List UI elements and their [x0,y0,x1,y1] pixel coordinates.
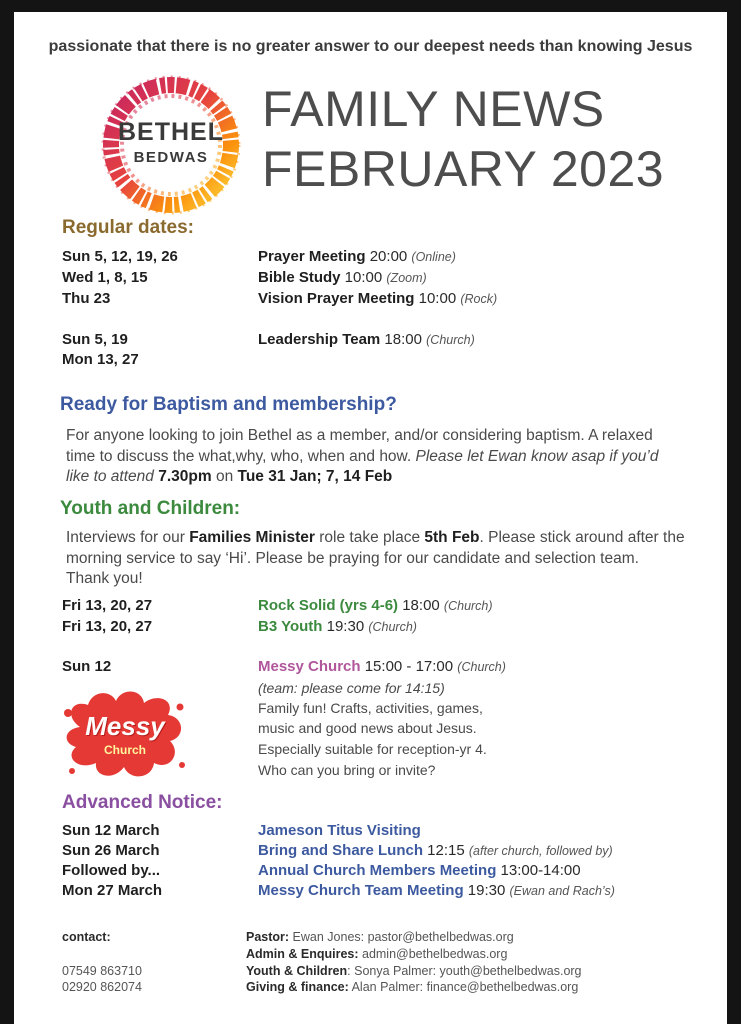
youth-heading: Youth and Children: [60,498,241,519]
event-time: 15:00 - 17:00 [360,658,458,675]
event-place: (Church) [443,599,493,613]
event-place: (Church) [368,620,417,634]
regular-date: Wed 1, 8, 15 [62,269,148,286]
regular-date: Thu 23 [62,290,111,307]
youth-date: Fri 13, 20, 27 [62,597,153,614]
tagline: passionate that there is no greater answer to our deepest needs than knowing Jesus [48,38,693,55]
advanced-event [258,842,613,859]
baptism-on: on [211,468,238,485]
youth-row [62,618,152,635]
messy-event [258,658,506,675]
advanced-row [62,882,162,899]
baptism-heading: Ready for Baptism and membership? [60,394,397,415]
event-name: Annual Church Members Meeting [258,862,497,879]
event-name: Jameson Titus Visiting [258,822,421,839]
contact-label: contact: [62,930,111,944]
event-time: 19:30 [463,882,510,899]
youth-text-part: role take place [314,529,425,546]
contact-line [246,930,514,944]
event-time: 12:15 [423,842,469,859]
advanced-event [258,822,421,839]
event-place: (Church) [426,333,475,347]
regular-row [62,248,178,265]
event-name: Bring and Share Lunch [258,842,424,859]
youth-text-part: Interviews for our [66,529,190,546]
event-time: 19:30 [322,618,369,635]
event-place: (Church) [457,660,506,674]
advanced-date: Sun 12 March [62,822,160,839]
advanced-date: Followed by... [62,862,161,879]
regular-date: Mon 13, 27 [62,351,139,368]
contact-line [246,980,578,994]
event-place: (Online) [411,250,456,264]
event-name: Prayer Meeting [258,248,366,265]
messy-logo-word: Messy [85,711,165,741]
regular-row [62,351,139,368]
messy-description-line: Who can you bring or invite? [258,762,436,778]
event-name: Messy Church Team Meeting [258,882,464,899]
messy-description-line: Family fun! Crafts, activities, games, [258,700,483,716]
event-place: (Ewan and Rach’s) [509,884,615,898]
advanced-row [62,862,160,879]
event-time: 10:00 [414,290,461,307]
youth-date: 5th Feb [424,529,480,546]
contact-role: Pastor: [246,930,290,944]
advanced-heading: Advanced Notice: [62,792,223,813]
event-time: 18:00 [398,597,444,614]
logo-word-bethel: BETHEL [118,118,224,146]
event-name: Bible Study [258,269,341,286]
logo-word-bedwas: BEDWAS [133,149,209,166]
event-time: 20:00 [365,248,412,265]
event-name: Messy Church [258,658,361,675]
youth-date: Fri 13, 20, 27 [62,618,153,635]
event-place: (after church, followed by) [468,844,613,858]
contact-info[interactable]: Ewan Jones: pastor@bethelbedwas.org [289,930,514,944]
event-time: 13:00-14:00 [496,862,581,879]
newsletter-page [14,12,727,1024]
contact-phone[interactable]: 07549 863710 [62,964,142,978]
messy-row [62,658,111,675]
messy-description-line: Especially suitable for reception-yr 4. [258,741,487,757]
regular-event [258,290,497,307]
event-place: (Rock) [460,292,498,306]
contact-role: Youth & Children [246,964,348,978]
contact-info[interactable]: admin@bethelbedwas.org [358,947,508,961]
regular-row [62,290,110,307]
regular-row [62,269,148,286]
regular-dates-heading: Regular dates: [62,217,194,238]
advanced-date: Mon 27 March [62,882,163,899]
messy-church-logo [60,687,190,782]
youth-role: Families Minister [189,529,315,546]
event-place: (Zoom) [386,271,427,285]
advanced-date: Sun 26 March [62,842,160,859]
event-name: Rock Solid (yrs 4-6) [258,597,399,614]
messy-date: Sun 12 [62,658,112,675]
regular-event [258,331,475,348]
regular-date: Sun 5, 19 [62,331,128,348]
contact-line [246,964,582,978]
regular-event [258,269,427,286]
advanced-event [258,862,581,879]
event-name: B3 Youth [258,618,323,635]
contact-line [246,947,507,961]
advanced-row [62,842,160,859]
regular-date: Sun 5, 12, 19, 26 [62,248,178,265]
baptism-text [66,426,686,488]
youth-text-part: . Please stick around after the morning service to say ‘Hi’. Please be praying for our candidate and selection team. Thank you! [66,529,685,587]
youth-row [62,597,152,614]
youth-event [258,597,493,614]
messy-description-line: music and good news about Jesus. [258,720,477,736]
contact-info[interactable]: Alan Palmer: finance@bethelbedwas.org [348,980,579,994]
regular-event [258,248,456,265]
messy-logo-church: Church [104,743,146,757]
baptism-dates: Tue 31 Jan; 7, 14 Feb [237,468,393,485]
youth-event [258,618,417,635]
title-family-news: FAMILY NEWS [262,81,605,137]
contact-info[interactable]: : Sonya Palmer: youth@bethelbedwas.org [347,964,582,978]
youth-text [66,528,686,590]
event-name: Leadership Team [258,331,381,348]
event-time: 10:00 [340,269,387,286]
event-name: Vision Prayer Meeting [258,290,415,307]
messy-team-note: (team: please come for 14:15) [258,680,445,696]
advanced-event [258,882,615,899]
baptism-intro: For anyone looking to join Bethel as a member, and/or considering baptism. A relaxed time to discuss the what,why, who, when and how. [66,427,653,465]
event-time: 18:00 [380,331,427,348]
contact-phone[interactable]: 02920 862074 [62,980,142,994]
baptism-request: Please let Ewan know asap if you’d like to attend [66,447,659,485]
title-month: FEBRUARY 2023 [262,141,665,197]
advanced-row [62,822,160,839]
contact-role: Admin & Enquires: [246,947,359,961]
bethel-logo [96,70,246,220]
baptism-time: 7.30pm [158,468,212,485]
regular-row [62,331,128,348]
contact-role: Giving & finance: [246,980,349,994]
